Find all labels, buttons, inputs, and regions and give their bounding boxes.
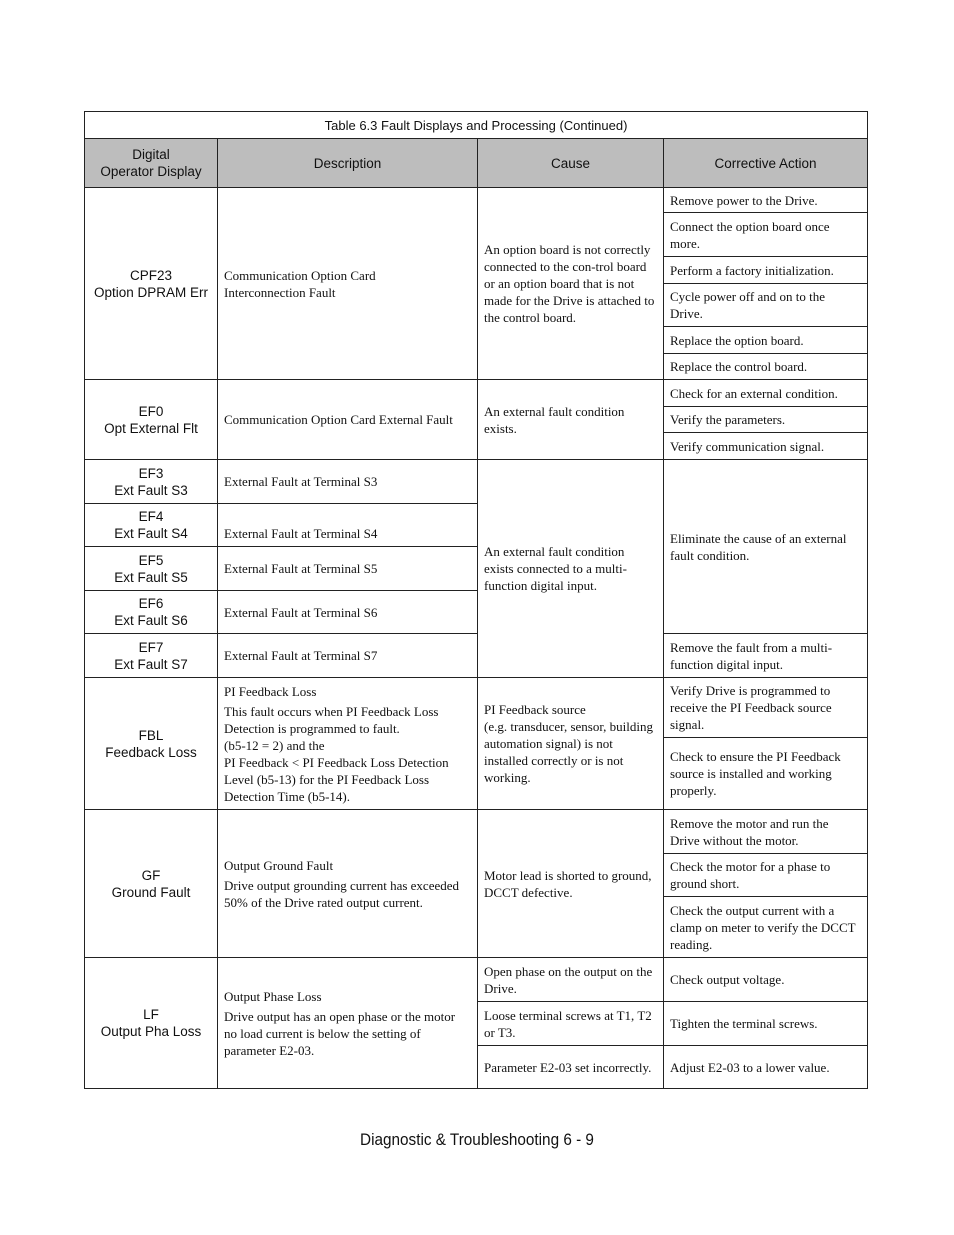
cause-cell: Open phase on the output on the Drive. <box>478 958 664 1002</box>
fault-code-ef5: EF5 Ext Fault S5 <box>85 547 218 591</box>
corrective-action: Replace the option board. <box>664 327 868 354</box>
description-cell: Output Phase Loss Drive output has an open phase or the motor no load current is below the setting of parameter E2-03. <box>218 958 478 1089</box>
corrective-action: Replace the control board. <box>664 354 868 380</box>
fault-code-fbl: FBL Feedback Loss <box>85 678 218 810</box>
corrective-action: Check to ensure the PI Feedback source is installed and working properly. <box>664 738 868 810</box>
fault-code-ef4: EF4 Ext Fault S4 <box>85 504 218 547</box>
table-header-row <box>85 139 868 188</box>
corrective-action: Check for an external condition. <box>664 380 868 407</box>
description-cell: External Fault at Terminal S4 <box>218 504 478 547</box>
description-cell: Communication Option Card External Fault <box>218 380 478 460</box>
header-corrective-action: Corrective Action <box>664 139 868 188</box>
header-digital-operator-display: Digital Operator Display <box>85 139 218 188</box>
description-cell: Output Ground Fault Drive output grounding current has exceeded 50% of the Drive rated output current. <box>218 810 478 958</box>
description-cell: External Fault at Terminal S3 <box>218 460 478 504</box>
corrective-action: Tighten the terminal screws. <box>664 1002 868 1046</box>
cause-cell: An external fault condition exists connected to a multi-function digital input. <box>478 460 664 678</box>
cause-cell: An option board is not correctly connected to the con-trol board or an option board that is not made for the Drive is attached to the control board. <box>478 188 664 380</box>
table-row <box>85 634 868 678</box>
cause-cell: Motor lead is shorted to ground, DCCT defective. <box>478 810 664 958</box>
table-row <box>85 678 868 738</box>
fault-code-ef0: EF0 Opt External Flt <box>85 380 218 460</box>
corrective-action: Adjust E2-03 to a lower value. <box>664 1046 868 1089</box>
table-row <box>85 460 868 504</box>
header-description: Description <box>218 139 478 188</box>
description-cell: PI Feedback Loss This fault occurs when PI Feedback Loss Detection is programmed to fault. (b5-12 = 2) and the PI Feedback < PI Feedback Loss Detection Level (b5-13) for the PI Feedback Loss Detection Time (b5-14). <box>218 678 478 810</box>
corrective-action: Verify communication signal. <box>664 433 868 460</box>
cause-cell: PI Feedback source (e.g. transducer, sensor, building automation signal) is not installed correctly or is not working. <box>478 678 664 810</box>
table-row <box>85 958 868 1002</box>
cause-cell: Loose terminal screws at T1, T2 or T3. <box>478 1002 664 1046</box>
corrective-action: Verify the parameters. <box>664 407 868 433</box>
cause-cell: Parameter E2-03 set incorrectly. <box>478 1046 664 1089</box>
cause-cell: An external fault condition exists. <box>478 380 664 460</box>
corrective-action: Perform a factory initialization. <box>664 257 868 284</box>
fault-code-gf: GF Ground Fault <box>85 810 218 958</box>
corrective-action: Check output voltage. <box>664 958 868 1002</box>
description-cell: Communication Option Card Interconnection Fault <box>218 188 478 380</box>
corrective-action: Cycle power off and on to the Drive. <box>664 284 868 327</box>
header-cause: Cause <box>478 139 664 188</box>
table-row <box>85 188 868 213</box>
table-row <box>85 810 868 854</box>
corrective-action: Verify Drive is programmed to receive the PI Feedback source signal. <box>664 678 868 738</box>
fault-code-ef3: EF3 Ext Fault S3 <box>85 460 218 504</box>
fault-code-cpf23: CPF23 Option DPRAM Err <box>85 188 218 380</box>
page-footer: Diagnostic & Troubleshooting 6 - 9 <box>360 1130 594 1149</box>
corrective-action: Remove the motor and run the Drive without the motor. <box>664 810 868 854</box>
description-cell: External Fault at Terminal S5 <box>218 547 478 591</box>
fault-code-ef7: EF7 Ext Fault S7 <box>85 634 218 678</box>
corrective-action: Eliminate the cause of an external fault condition. <box>664 460 868 634</box>
corrective-action: Connect the option board once more. <box>664 213 868 257</box>
table-caption: Table 6.3 Fault Displays and Processing (Continued) <box>85 112 868 139</box>
corrective-action: Check the motor for a phase to ground short. <box>664 854 868 897</box>
corrective-action: Check the output current with a clamp on meter to verify the DCCT reading. <box>664 897 868 958</box>
description-cell: External Fault at Terminal S6 <box>218 591 478 634</box>
fault-code-lf: LF Output Pha Loss <box>85 958 218 1089</box>
fault-table <box>84 111 868 1089</box>
description-cell: External Fault at Terminal S7 <box>218 634 478 678</box>
corrective-action: Remove power to the Drive. <box>664 188 868 213</box>
table-row <box>85 380 868 407</box>
corrective-action: Remove the fault from a multi-function digital input. <box>664 634 868 678</box>
fault-code-ef6: EF6 Ext Fault S6 <box>85 591 218 634</box>
